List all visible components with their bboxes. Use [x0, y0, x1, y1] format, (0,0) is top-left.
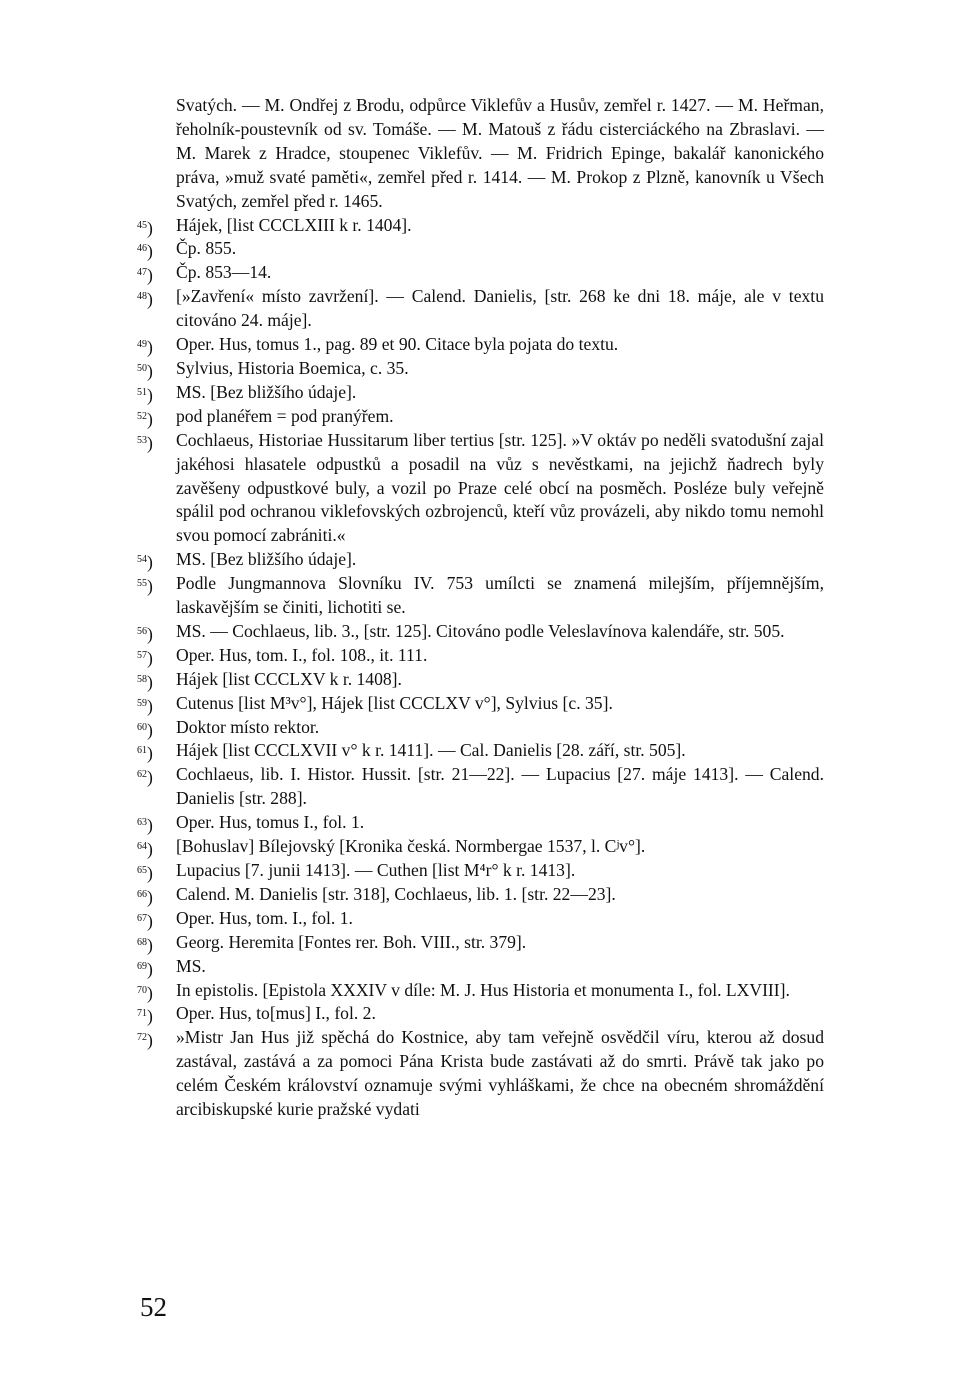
footnote-number: $^{45}$)	[137, 217, 153, 238]
footnote-text: MS.	[176, 955, 206, 976]
footnote-number-label: 70	[137, 984, 147, 996]
footnote-item	[137, 644, 824, 668]
footnote-text: [»Zavření« místo zavržení]. — Calend. Danielis, [str. 268 ke dni 18. máje, ale v textu citováno 24. máje].	[176, 286, 824, 331]
footnote-number: $^{61}$)	[137, 743, 153, 764]
footnote-text: Oper. Hus, tom. I., fol. 108., it. 111.	[176, 644, 428, 665]
footnote-text: Čp. 853—14.	[176, 262, 272, 283]
footnote-number-label: 62	[137, 769, 147, 781]
footnote-number: $^{51}$)	[137, 384, 153, 405]
footnote-number-label: 67	[137, 912, 147, 924]
footnote-number-label: 65	[137, 865, 147, 876]
footnote-number-label: 52	[137, 410, 147, 422]
footnote-item	[137, 907, 824, 931]
footnote-text: Hájek [list CCCLXVII v° k r. 1411]. — Cal. Danielis [28. září, str. 505].	[176, 740, 686, 761]
footnote-number: $^{58}$)	[137, 671, 153, 692]
footnote-text: Cochlaeus, Historiae Hussitarum liber tertius [str. 125]. »V oktáv po neděli svatodušní zajal jakéhosi hlasatele odpustků a posadil na vůz s nevěstkami, na jejichž ňadrech byly zavěšeny odpustkové buly, a vozil po Praze celé obcí na posměch. Posléze buly veřejně spálil pod ochranou viklefovských ozbrojenců, kteří vůz provázeli, aby nikdo tomu nemohl svou pomocí zabrániti.«	[176, 429, 824, 546]
footnote-item	[137, 859, 824, 883]
footnote-text: MS. [Bez bližšího údaje].	[176, 381, 357, 402]
footnote-item	[137, 668, 824, 692]
footnote-number: $^{56}$)	[137, 623, 153, 644]
footnote-text: Podle Jungmannova Slovníku IV. 753 umílcti se znamená milejším, příjemnějším, laskavějším se činiti, lichotiti se.	[176, 573, 824, 618]
footnote-item	[137, 214, 824, 238]
footnote-number-label: 69	[137, 960, 147, 972]
footnote-number: $^{59}$)	[137, 695, 153, 716]
footnote-text: Cochlaeus, lib. I. Histor. Hussit. [str. 21—22]. — Lupacius [27. máje 1413]. — Calend. Danielis [str. 288].	[176, 764, 824, 809]
footnote-number-label: 59	[137, 697, 147, 709]
footnote-item	[137, 1002, 824, 1027]
footnote-number: $^{54}$)	[137, 552, 153, 573]
footnote-item	[137, 739, 824, 764]
footnote-number-label: 51	[137, 386, 147, 398]
footnote-number: $^{60}$)	[137, 719, 153, 740]
footnote-number-label: 47	[137, 267, 147, 279]
footnote-item	[137, 429, 824, 549]
footnote-number: $^{66}$)	[137, 886, 153, 907]
footnote-number: $^{69}$)	[137, 958, 153, 979]
footnote-number: $^{64}$)	[137, 839, 153, 860]
footnote-number: $^{53}$)	[137, 432, 153, 453]
footnote-number: $^{65}$)	[137, 863, 153, 883]
footnote-item	[137, 237, 824, 262]
footnote-text: MS. — Cochlaeus, lib. 3., [str. 125]. Citováno podle Veleslavínova kalendáře, str. 505.	[176, 620, 785, 641]
footnote-item	[137, 692, 824, 716]
footnote-item	[137, 285, 824, 333]
footnote-item	[137, 572, 824, 620]
footnote-number: $^{72}$)	[137, 1030, 153, 1051]
footnote-text: Lupacius [7. junii 1413]. — Cuthen [list M⁴r° k r. 1413].	[176, 860, 576, 880]
footnote-number-label: 50	[137, 362, 147, 374]
footnotes-block	[137, 94, 824, 1122]
footnote-number-label: 71	[137, 1008, 147, 1020]
footnote-number: $^{57}$)	[137, 647, 153, 668]
footnote-text: Oper. Hus, tomus I., fol. 1.	[176, 812, 365, 833]
footnote-number-label: 66	[137, 888, 147, 900]
footnote-text: Calend. M. Danielis [str. 318], Cochlaeus, lib. 1. [str. 22—23].	[176, 883, 616, 904]
footnote-text: pod planéřem = pod pranýřem.	[176, 405, 394, 426]
footnote-number: $^{46}$)	[137, 241, 153, 262]
footnote-text: In epistolis. [Epistola XXXIV v díle: M. J. Hus Historia et monumenta I., fol. LXVIII].	[176, 979, 790, 1000]
footnote-number-label: 57	[137, 649, 147, 661]
footnote-item	[137, 333, 824, 358]
footnote-item	[137, 357, 824, 381]
footnote-item	[137, 620, 824, 644]
footnote-item	[137, 835, 824, 860]
footnote-number: $^{47}$)	[137, 265, 153, 286]
footnote-item	[137, 716, 824, 740]
footnote-number-label: 64	[137, 841, 147, 853]
footnote-number-label: 68	[137, 936, 147, 948]
footnote-number-label: 48	[137, 291, 147, 303]
footnote-item	[137, 548, 824, 573]
footnote-number-label: 60	[137, 721, 147, 733]
footnote-item	[137, 405, 824, 429]
footnote-number: $^{49}$)	[137, 337, 153, 358]
footnote-item	[137, 261, 824, 286]
footnote-number-label: 61	[137, 745, 147, 757]
footnote-number-label: 55	[137, 578, 147, 590]
footnote-text: Oper. Hus, tomus 1., pag. 89 et 90. Citace byla pojata do textu.	[176, 334, 619, 355]
footnote-item	[137, 381, 824, 405]
footnote-number: $^{63}$)	[137, 815, 153, 836]
footnote-number: $^{68}$)	[137, 934, 153, 955]
footnote-number-label: 58	[137, 673, 147, 685]
footnote-number: $^{55}$)	[137, 576, 153, 597]
footnote-number-label: 53	[137, 434, 147, 446]
footnote-text: »Mistr Jan Hus již spěchá do Kostnice, aby tam veřejně osvědčil víru, kterou až dosud zastával, zastává a za pomoci Pána Krista bude zastávati až do smrti. Právě tak jako po celém Českém království oznamuje svými vyhláškami, že chce na obecném shromáždění arcibiskupské kurie pražské vydati	[176, 1027, 824, 1120]
footnote-number-label: 72	[137, 1032, 147, 1044]
footnote-number-label: 54	[137, 554, 147, 566]
footnote-item	[137, 931, 824, 955]
footnote-text: Georg. Heremita [Fontes rer. Boh. VIII., str. 379].	[176, 931, 527, 952]
footnote-text: Sylvius, Historia Boemica, c. 35.	[176, 357, 409, 378]
footnote-item	[137, 979, 824, 1003]
footnote-text: Cutenus [list M³v°], Hájek [list CCCLXV v°], Sylvius [c. 35].	[176, 692, 613, 713]
footnote-text: Čp. 855.	[176, 238, 237, 259]
footnote-text: Oper. Hus, tom. I., fol. 1.	[176, 907, 353, 928]
footnote-number: $^{52}$)	[137, 408, 153, 429]
footnote-text: Doktor místo rektor.	[176, 716, 320, 737]
footnote-text: Hájek, [list CCCLXIII k r. 1404].	[176, 214, 412, 235]
continued-note-text: Svatých. — M. Ondřej z Brodu, odpůrce Viklefův a Husův, zemřel r. 1427. — M. Heřman, řeholník-poustevník od sv. Tomáše. — M. Matouš z řádu cisterciáckého na Zbraslavi. — M. Marek z Hradce, stoupenec Viklefův. — M. Fridrich Epinge, bakalář kanonického práva, »muž svaté paměti«, zemřel před r. 1414. — M. Prokop z Plzně, kanovník u Všech Svatých, zemřel před r. 1465.	[176, 95, 824, 211]
footnote-item	[137, 1026, 824, 1122]
notes-list	[137, 214, 824, 1122]
footnote-item	[137, 811, 824, 836]
footnote-number: $^{71}$)	[137, 1006, 153, 1027]
footnote-number: $^{48}$)	[137, 289, 153, 310]
footnote-number-label: 56	[137, 625, 147, 637]
footnote-item	[137, 763, 824, 811]
footnote-number-label: 49	[137, 339, 147, 351]
page-number: 52	[140, 1292, 167, 1322]
footnote-item	[137, 955, 824, 979]
footnote-number-label: 63	[137, 817, 147, 829]
footnote-number: $^{62}$)	[137, 767, 153, 788]
footnote-number: $^{50}$)	[137, 360, 153, 381]
footnote-text: [Bohuslav] Bílejovský [Kronika česká. Normbergae 1537, l. Cʲv°].	[176, 836, 646, 857]
footnote-item	[137, 883, 824, 907]
footnote-number: $^{67}$)	[137, 910, 153, 931]
footnote-text: Oper. Hus, to[mus] I., fol. 2.	[176, 1003, 376, 1024]
footnote-text: Hájek [list CCCLXV k r. 1408].	[176, 668, 402, 689]
footnote-number-label: 46	[137, 243, 147, 255]
footnote-text: MS. [Bez bližšího údaje].	[176, 549, 357, 570]
footnote-number-label: 45	[137, 219, 147, 231]
footnote-number: $^{70}$)	[137, 982, 153, 1003]
